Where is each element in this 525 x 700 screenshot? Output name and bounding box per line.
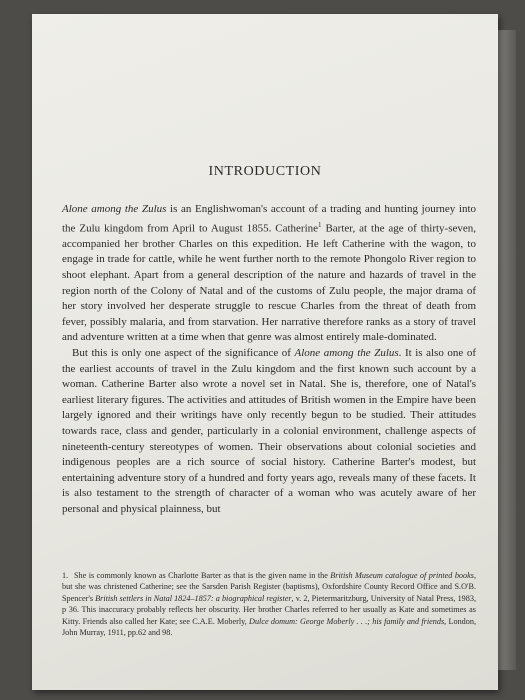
footnote-text-d: , London, John Murray, 1911, pp.62 and 98. (62, 616, 476, 638)
footnote (62, 570, 476, 638)
paragraph-2-text-a: But this is only one aspect of the significance of (72, 347, 295, 359)
paragraph-1 (62, 202, 476, 346)
footnote-text-a: She is commonly known as Charlotte Barter as that is the given name in the (74, 571, 331, 580)
footnote-italic-a: British Museum catalogue of printed books (330, 571, 474, 580)
paragraph-2-text-b: . It is also one of the earliest accounts of travel in the Zulu kingdom and the first known such account by a woman. Catherine Barter also wrote a novel set in Natal. She is, therefore, one of Natal's earliest literary figures. The activities and attitudes of British women in the Empire have been largely ignored and their writings have only recently begun to be studied. Their attitudes towards race, class and gender, particularly in a colonial environment, challenge aspects of nineteenth-century stereotypes of women. Their observations about colonial societies and indigenous peoples are a rich source of social history. Catherine Barter's modest, but entertaining adventure story of a hundred and forty years ago, reveals many of these facets. It is also testament to the strength of character of a woman who was acutely aware of her personal and physical plainness, but (62, 347, 476, 515)
footnote-italic-b: British settlers in Natal 1824–1857: a biographical register (95, 593, 292, 603)
paragraph-1-text-b: Barter, at the age of thirty-seven, accompanied her brother Charles on this expedition. He left Catherine with the wagon, to engage in trade for cattle, while he went further north to the remote Phongolo River region to shoot elephant. Apart from a general description of the nature and hazards of travel in the region north of the Colony of Natal and of the customs of Zulu people, the major drama of her story involved her desperate struggle to rescue Charles from the threat of death from fever, possibly malaria, and from starvation. Her narrative therefore ranks as a story of travel and adventure written at a time when that genre was almost entirely male-dominated. (62, 222, 476, 344)
footnote-text-b: , but she was christened Catherine; see the Sarsden Parish Register (baptisms), Oxfordshire County Record Office and S.O'B. Spencer's (62, 571, 476, 603)
chapter-heading: INTRODUCTION (208, 164, 322, 179)
footnote-italic-c: Dulce domum: George Moberly . . .; his family and friends (249, 616, 445, 626)
body-text (62, 202, 476, 518)
book-title: Alone among the Zulus (62, 203, 167, 215)
paragraph-2 (62, 346, 476, 518)
footnote-ref: 1 (318, 220, 322, 229)
footnote-text-c: , v. 2, Pietermaritzburg, University of Natal Press, 1983, p 36. This inaccuracy probably reflects her obscurity. Her brother Charles referred to her usually as Kate and sometimes as Kitty. Friends also called her Kate; see C.A.E. Moberly, (62, 593, 476, 626)
footnote-number: 1. (62, 571, 69, 580)
paragraph-1-text-a: is an Englishwoman's account of a trading and hunting journey into the Zulu kingdom from April to August 1855. Catherine (62, 203, 476, 235)
book-title: Alone among the Zulus (294, 347, 399, 359)
book-page (32, 14, 498, 690)
